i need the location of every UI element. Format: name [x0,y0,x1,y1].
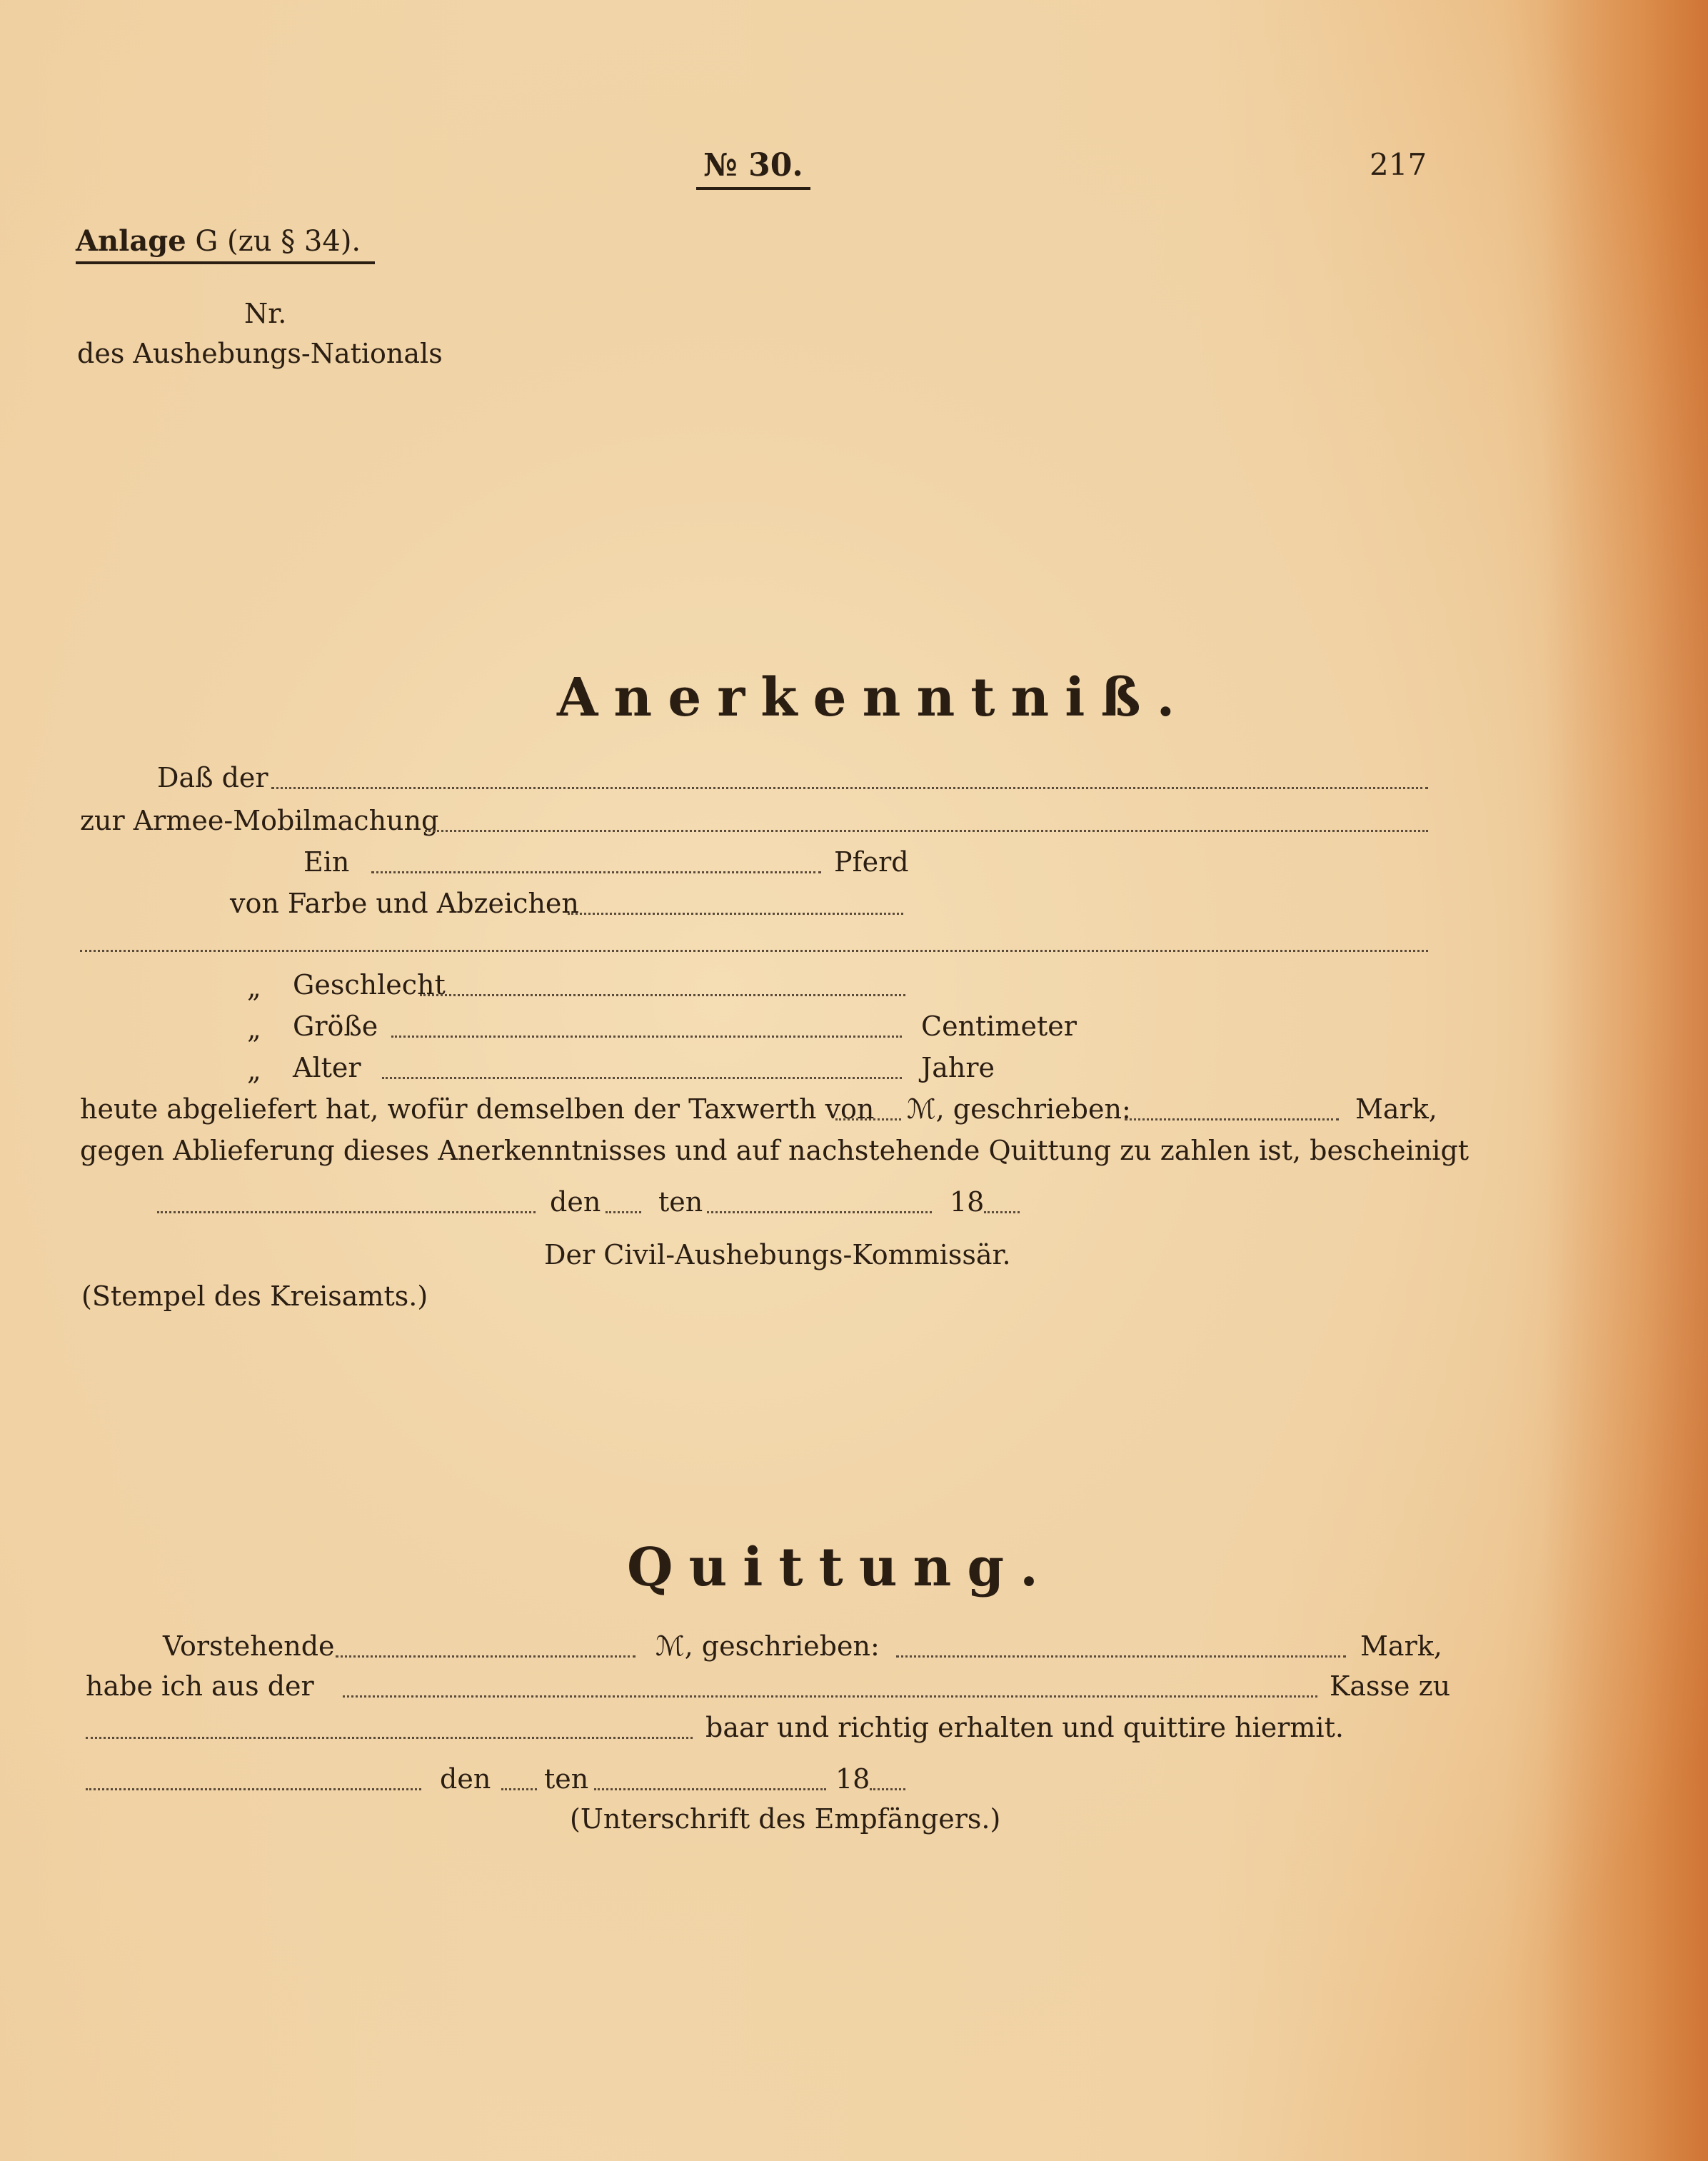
pferd-label: Pferd [834,846,909,878]
quittung-geschrieben-field[interactable] [896,1655,1346,1658]
kasse-label: Kasse zu [1330,1670,1451,1702]
quittung-day-field[interactable] [501,1788,537,1790]
vorstehende-label: Vorstehende [163,1630,335,1662]
den-label: den [550,1186,601,1218]
anerkenntnis-title: Anerkenntniß. [557,667,1191,728]
farbe-field-line2[interactable] [80,950,1428,952]
quote-mark-3: „ [247,1055,261,1086]
national-line: des Aushebungs-Nationals [77,338,443,369]
kommissar-signature: Der Civil-Aushebungs-Kommissär. [544,1239,1011,1270]
taxwert-field[interactable] [835,1118,901,1120]
mark-label: Mark, [1355,1093,1437,1125]
geschlecht-field[interactable] [420,994,905,996]
month-field[interactable] [707,1211,932,1213]
annex-word: Anlage [76,224,186,258]
quote-mark-1: „ [247,972,261,1003]
armee-field[interactable] [425,830,1428,832]
quittung-title: Quittung. [627,1537,1054,1598]
ein-label: Ein [303,846,350,878]
annex-ref: G (zu § 34). [195,225,361,258]
annex-label [76,224,375,264]
quittung-ort-field[interactable] [86,1788,421,1790]
page-number: 217 [1370,147,1427,182]
baar-text: baar und richtig erhalten und quittire hiermit. [705,1712,1344,1743]
armee-label: zur Armee-Mobilmachung [80,805,439,836]
quittung-mark-sign: ℳ, geschrieben: [655,1630,880,1662]
gegen-text: gegen Ablieferung dieses Anerkenntnisses und auf nachstehende Quittung zu zahlen ist, bescheinigt [80,1135,1470,1166]
jahre-label: Jahre [921,1052,995,1083]
groesse-field[interactable] [391,1036,902,1038]
quittung-year-label: 18 [835,1763,870,1795]
ort-field[interactable] [157,1211,536,1213]
farbe-field[interactable] [568,913,903,915]
stempel-label: (Stempel des Kreisamts.) [81,1280,428,1312]
quittung-year-field[interactable] [870,1788,905,1790]
kasse-name-field[interactable] [343,1695,1317,1698]
alter-field[interactable] [382,1077,902,1079]
alter-label: Alter [293,1052,361,1083]
groesse-label: Größe [293,1011,378,1042]
unterschrift-label: (Unterschrift des Empfängers.) [570,1803,1001,1835]
ten-label: ten [658,1186,703,1218]
quittung-ten-label: ten [544,1763,589,1795]
day-field[interactable] [606,1211,641,1213]
ein-field[interactable] [371,871,821,873]
mark-sign-geschrieben: ℳ, geschrieben: [907,1093,1131,1125]
farbe-label: von Farbe und Abzeichen [230,888,579,919]
heute-text: heute abgeliefert hat, wofür demselben der Taxwerth von [80,1093,875,1125]
geschlecht-label: Geschlecht [293,969,446,1001]
dass-der-field[interactable] [271,787,1428,789]
year-field[interactable] [984,1211,1020,1213]
vorstehende-field[interactable] [336,1655,636,1658]
quittung-den-label: den [440,1763,491,1795]
centimeter-label: Centimeter [921,1011,1077,1042]
document-number: № 30. [696,150,810,190]
habe-label: habe ich aus der [86,1670,314,1702]
quote-mark-2: „ [247,1013,261,1045]
kasse-ort-field[interactable] [86,1737,693,1739]
dass-der-label: Daß der [157,762,268,793]
quittung-mark-label: Mark, [1360,1630,1442,1662]
geschrieben-field[interactable] [1125,1118,1339,1120]
year-label: 18 [950,1186,985,1218]
national-nr: Nr. [244,298,287,329]
quittung-month-field[interactable] [594,1788,826,1790]
